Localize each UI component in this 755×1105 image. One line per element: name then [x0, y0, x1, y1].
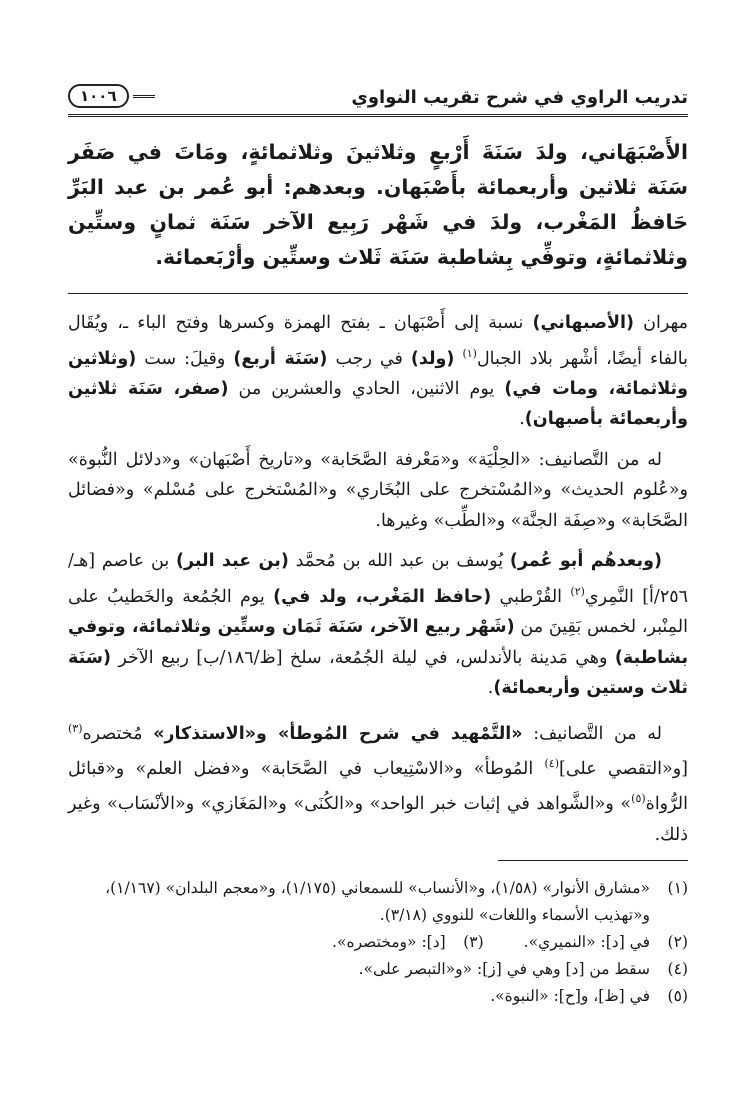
- quoted-matn: (وثلاثين وثلاثمائة، ومات في): [68, 348, 688, 399]
- page-header: [68, 74, 688, 117]
- book-titles: «التَّمْهيد في شرح المُوطأ» و«الاستذكار»: [153, 723, 523, 744]
- footnote-ref[interactable]: (٣): [68, 721, 83, 735]
- footnote: [68, 875, 688, 929]
- footnote-text: في [د]: «النميري».: [523, 933, 650, 952]
- footnote-text: سقط من [د] وهي في [ز]: «و«التبصر على».: [358, 960, 650, 979]
- footnote: [68, 956, 688, 983]
- footnote-number: (٤): [667, 960, 688, 979]
- text-run: في رجب: [327, 348, 411, 369]
- footnote: [524, 929, 688, 956]
- text-run: » و«الشَّواهد في إثبات خبر الواحد» و«الكُنَى» و«المَغَازي» و«الأنْسَاب» وغير ذلك.: [68, 794, 688, 845]
- text-run: بن عاصم [هـ/٢٥٦/أ] النَّمِري: [68, 551, 689, 607]
- matn-text: الأَصْبَهَاني، ولدَ سَنَةَ أَرْبعٍ وثلاثينَ وثلاثمائةٍ، ومَاتَ في صَفَر سَنَة ثلاثين وأربعمائة بأَصْبَهان. وبعدهم: أبو عُمر بن عبد البَرِّ حَافظُ المَغْرب، ولدَ في شَهْر رَبِيع الآخر سَنَة ثمانٍ وستِّين وثلاثمائةٍ، وتوفِّي بِشاطبة سَنَة ثَلاث وستِّين وأرْبَعمائة.: [68, 140, 688, 269]
- quoted-matn: (صفر، سَنَة ثلاثين وأربعمائة بأصبهان): [68, 378, 688, 430]
- ornament-rule: [133, 95, 155, 98]
- footnote-row: [68, 929, 688, 956]
- running-title: تدريب الراوي في شرح تقريب النواوي: [351, 87, 688, 108]
- text-run: [و«التقصي على]: [559, 758, 688, 779]
- footnote: [332, 929, 484, 956]
- footnote-number: (١): [667, 879, 688, 898]
- quoted-matn: (شَهْر ربيع الآخر، سَنَة ثَمَان وستِّين وثلاثمائة، وتوفي بشاطبة): [68, 617, 689, 668]
- footnote-divider: [498, 860, 688, 861]
- footnote-number: (٥): [667, 987, 688, 1006]
- text-run: يوم الجُمُعة والخَطيبُ على المِنْبر، لخمس بَقِينَ من: [68, 586, 688, 638]
- commentary-paragraph: له من التَّصانيف: «الحِلْيَة» و«مَعْرفة الصَّحَابة» و«تاريخ أَصْبَهان» و«دلائل النُّبوة» و«عُلوم الحديث» و«المُسْتخرج على البُخَاري» و«المُسْتخرج على مُسْلم» و«فضائل الصَّحَابة» و«صِفَة الجنَّة» و«الطِّب» وغيرها.: [68, 449, 688, 531]
- matn-divider: [68, 293, 688, 294]
- commentary-paragraph: [68, 714, 688, 850]
- text-run: مهران: [634, 313, 688, 333]
- book-page: [68, 74, 688, 1074]
- quoted-matn: (الأصبهاني): [532, 313, 635, 333]
- footnote-text: [د]: «ومختصره».: [332, 933, 446, 952]
- footnote-text: في [ظ]، و[ح]: «النبوة».: [490, 987, 650, 1006]
- footnote-ref[interactable]: (٤): [544, 756, 560, 770]
- footnote-ref[interactable]: (٥): [631, 792, 646, 806]
- text-run: مُختصره: [82, 723, 154, 744]
- text-run: المُوطأ» و«الاسْتِيعاب في الصَّحَابة» و«فضل العلم» و«قبائل الرُّواة: [68, 758, 688, 815]
- quoted-matn: (سَنَة ثلاث وستين وأربعمائة): [68, 647, 688, 699]
- text-run: نسبة إلى أَصْبَهان ـ بفتح الهمزة وكسرها وفتح الباء ـ، ويُقَال بالفاء أيضًا، أشْهر بلاد الجبال: [68, 313, 689, 369]
- text-run: يوم الاثنين، الحادي والعشرين من: [228, 378, 505, 399]
- text-run: يُوسف بن عبد الله بن مُحمَّد: [288, 551, 510, 572]
- page-number-ornament: [68, 84, 159, 108]
- commentary-paragraph: [68, 546, 688, 703]
- footnote-ref[interactable]: (١): [462, 346, 477, 360]
- footnote-number: (٢): [667, 933, 688, 952]
- text-run: .: [519, 409, 525, 430]
- text-run: .: [487, 678, 494, 699]
- text-run: القُرْطبي: [491, 586, 571, 607]
- text-run: وقيلَ: ست: [136, 348, 234, 369]
- commentary: [68, 308, 688, 850]
- quoted-matn: (سَنَة أربع): [233, 348, 328, 369]
- commentary-paragraph: [68, 308, 688, 435]
- quoted-matn: (بن عبد البر): [176, 551, 289, 572]
- quoted-matn: (ولد): [410, 348, 455, 369]
- quoted-matn: (حافظ المَغْرب، ولد في): [273, 586, 492, 607]
- page-number: ١٠٠٦: [68, 84, 129, 108]
- footnote-number: (٣): [463, 933, 484, 952]
- text-run: وهي مَدينة بالأندلس، في ليلة الجُمُعة، سلخ [ظ/١٨٦/ب] ربيع الآخر: [110, 647, 615, 668]
- quoted-matn: (وبعدهُم أبو عُمر): [509, 551, 663, 572]
- footnote-text: «مشارق الأنوار» (١/٥٨)، و«الأنساب» للسمعاني (١/١٧٥)، و«معجم البلدان» (١/١٦٧)، و«تهذيب الأسماء واللغات» للنووي (٣/١٨).: [105, 879, 650, 925]
- footnote: [68, 983, 688, 1010]
- footnotes: [68, 875, 688, 1010]
- text-run: له من التَّصانيف:: [522, 723, 663, 744]
- footnote-ref[interactable]: (٢): [570, 584, 585, 598]
